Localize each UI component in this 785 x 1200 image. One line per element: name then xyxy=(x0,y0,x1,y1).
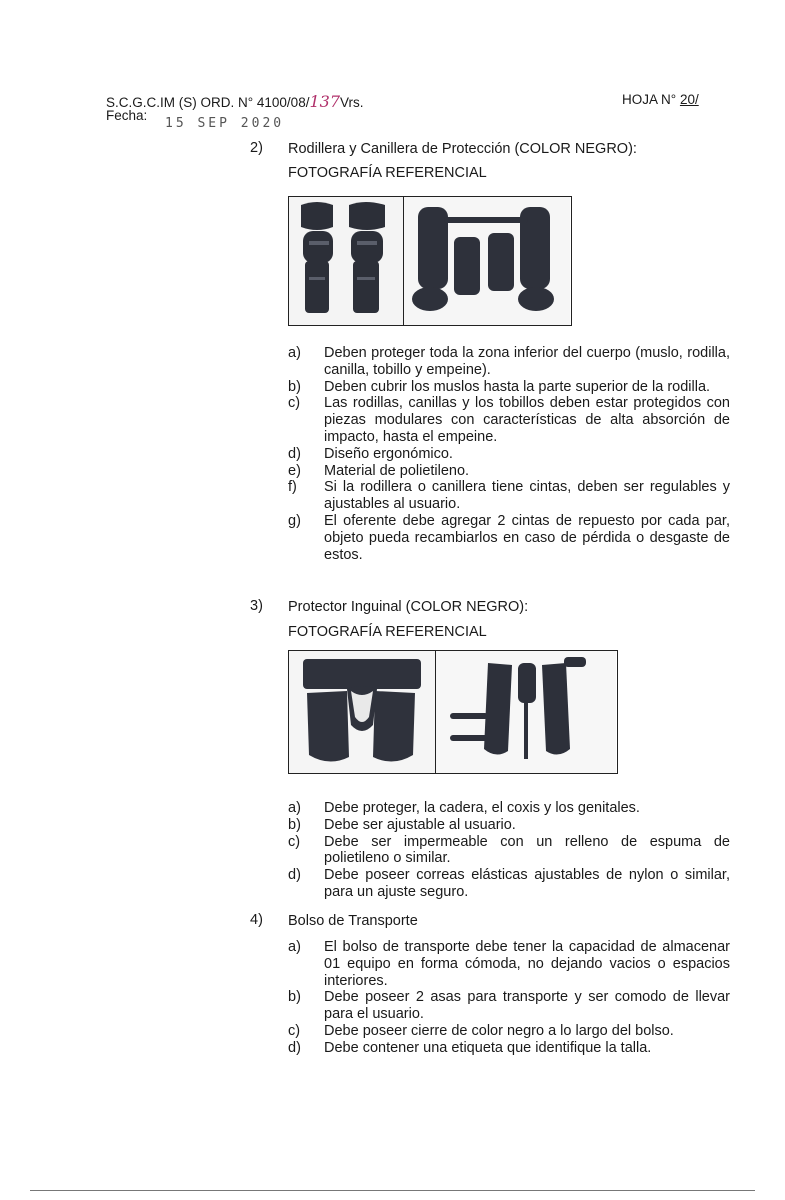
list-item: c) Debe ser impermeable con un relleno de espuma de polietileno o similar. xyxy=(288,833,730,867)
requirements-list xyxy=(288,939,730,1057)
page-bottom-rule xyxy=(30,1190,755,1191)
section-number: 2) xyxy=(250,140,263,156)
date-label: Fecha: xyxy=(106,108,148,123)
list-item: d) Diseño ergonómico. xyxy=(288,445,453,462)
list-item: d) Debe contener una etiqueta que identifique la talla. xyxy=(288,1039,652,1056)
knee-shin-guard-back-photo xyxy=(403,197,571,325)
list-item: a) Debe proteger, la cadera, el coxis y los genitales. xyxy=(288,800,640,816)
list-item: b) Debe poseer 2 asas para transporte y ser comodo de llevar para el usuario. xyxy=(288,989,730,1023)
date-stamp: 15 SEP 2020 xyxy=(165,116,285,131)
list-item: b) Deben cubrir los muslos hasta la parte superior de la rodilla. xyxy=(288,378,711,395)
reference-prefix: S.C.G.C.IM (S) ORD. N° 4100/08/ xyxy=(106,95,310,110)
section-number: 3) xyxy=(250,598,263,614)
knee-shin-guard-front-photo xyxy=(289,197,403,325)
groin-protector-photos xyxy=(288,650,618,774)
section-number: 4) xyxy=(250,912,263,928)
sheet-label: HOJA N° xyxy=(622,92,677,107)
handwritten-reference-number: 137 xyxy=(309,92,340,111)
knee-shin-guard-photos xyxy=(288,196,572,326)
list-item: a) El bolso de transporte debe tener la capacidad de almacenar 01 equipo en forma cómoda, no dejando vacios o espacios interiores. xyxy=(288,939,730,989)
list-item: g) El oferente debe agregar 2 cintas de repuesto por cada par, objeto pueda recambiarlos en caso de pérdida o desgaste de estos. xyxy=(288,512,730,563)
reference-suffix: Vrs. xyxy=(340,95,364,110)
requirements-list xyxy=(288,800,730,901)
list-item: d) Debe poseer correas elásticas ajustables de nylon o similar, para un ajuste seguro. xyxy=(288,867,730,900)
list-item: f) Si la rodillera o canillera tiene cintas, deben ser regulables y ajustables al usuario. xyxy=(288,479,730,513)
groin-protector-front-photo xyxy=(289,651,435,773)
list-item: b) Debe ser ajustable al usuario. xyxy=(288,816,516,833)
requirements-list xyxy=(288,345,730,563)
sheet-number xyxy=(622,92,699,107)
section-title: Protector Inguinal (COLOR NEGRO): xyxy=(288,599,529,615)
groin-protector-side-photo xyxy=(435,651,617,773)
list-item: c) Las rodillas, canillas y los tobillos deben estar protegidos con piezas modulares con características de alta absorción de impacto, hasta el empeine. xyxy=(288,395,730,445)
photo-label: FOTOGRAFÍA REFERENCIAL xyxy=(288,624,487,640)
photo-label: FOTOGRAFÍA REFERENCIAL xyxy=(288,165,487,181)
list-item: c) Debe poseer cierre de color negro a lo largo del bolso. xyxy=(288,1022,674,1039)
list-item: a) Deben proteger toda la zona inferior del cuerpo (muslo, rodilla, canilla, tobillo y empeine). xyxy=(288,345,730,378)
sheet-value: 20/ xyxy=(679,92,699,107)
section-title: Rodillera y Canillera de Protección (COLOR NEGRO): xyxy=(288,141,637,157)
section-title: Bolso de Transporte xyxy=(288,913,418,929)
list-item: e) Material de polietileno. xyxy=(288,462,470,479)
